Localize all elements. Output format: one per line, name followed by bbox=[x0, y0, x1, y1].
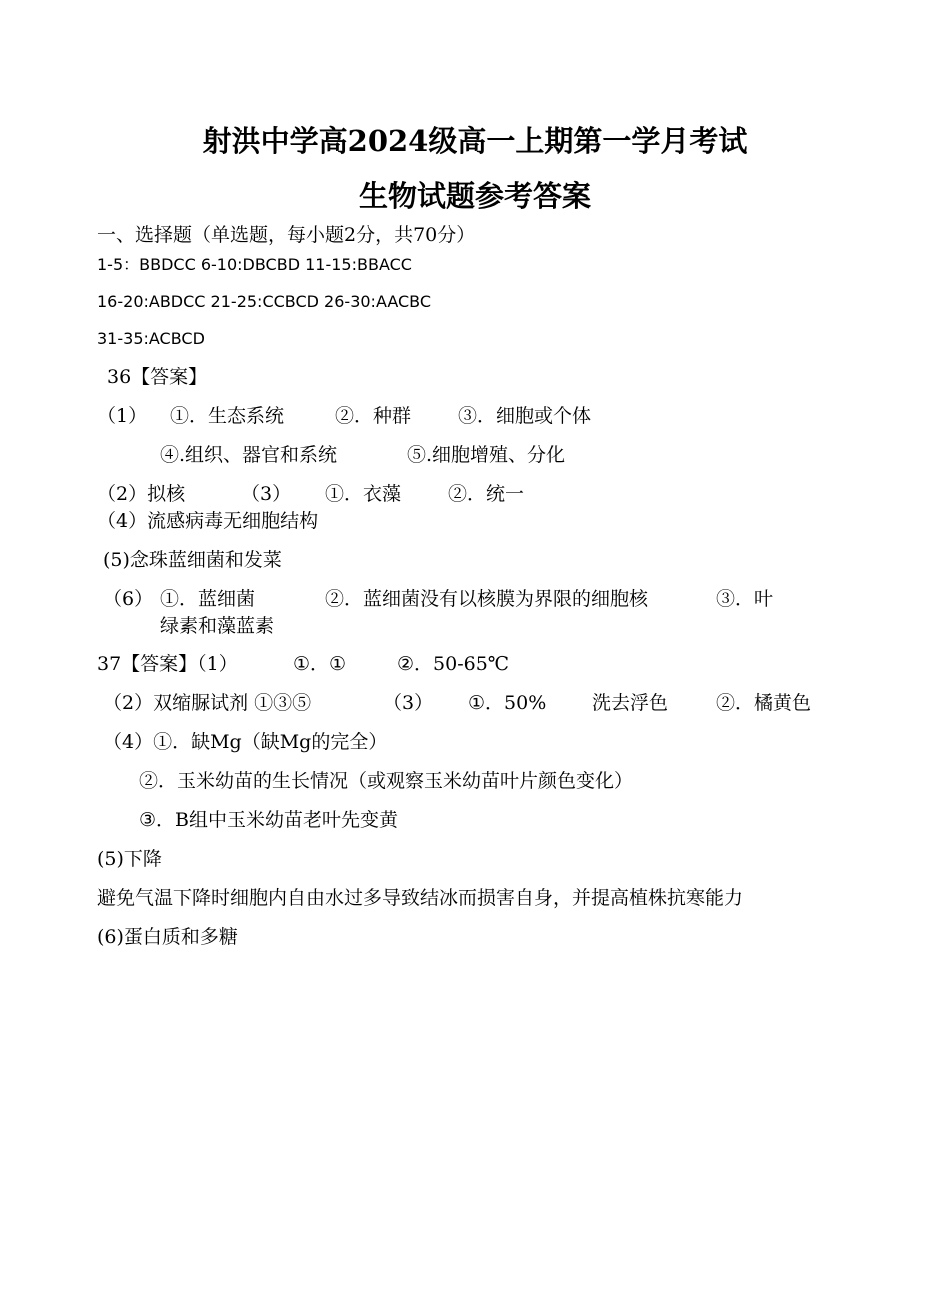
q37-part4-answer-b: ②．玉米幼苗的生长情况（或观察玉米幼苗叶片颜色变化） bbox=[139, 770, 634, 792]
mc-answers-row-2: 16-20:ABDCC 21-25:CCBCD 26-30:AACBC bbox=[97, 292, 432, 311]
q36-part6-answer-b: ②．蓝细菌没有以核膜为界限的细胞核 bbox=[325, 588, 649, 610]
q36-part1-answer-e: ⑤.细胞增殖、分化 bbox=[407, 444, 566, 466]
q36-part3-answer-a: ①．衣藻 bbox=[325, 483, 402, 505]
document-title: 射洪中学高2024级高一上期第一学月考试 bbox=[202, 124, 748, 158]
q36-part4-answer: （4）流感病毒无细胞结构 bbox=[97, 510, 319, 532]
document-subtitle: 生物试题参考答案 bbox=[358, 179, 591, 213]
q36-part2-answer: （2）拟核 bbox=[97, 483, 186, 505]
q37-part4-answer-a: （4）①．缺Mg（缺Mg的完全） bbox=[103, 731, 388, 753]
q36-part6-answer-c: ③．叶 bbox=[716, 588, 774, 610]
mc-answers-row-3: 31-35:ACBCD bbox=[97, 329, 205, 348]
q36-part1-answer-c: ③．细胞或个体 bbox=[458, 405, 592, 427]
q37-part6-answer: (6)蛋白质和多糖 bbox=[97, 926, 238, 948]
q37-part1-answer-a: ①．① bbox=[293, 653, 347, 675]
q36-part6-answer-c-continued: 绿素和藻蓝素 bbox=[160, 615, 275, 637]
q37-part2-answer: （2）双缩脲试剂 ①③⑤ bbox=[103, 692, 312, 714]
q36-heading: 36【答案】 bbox=[107, 366, 208, 388]
q36-part6-answer-a: ①．蓝细菌 bbox=[160, 588, 256, 610]
q37-part5-answer: (5)下降 bbox=[97, 848, 162, 870]
q36-part3-answer-b: ②．统一 bbox=[448, 483, 525, 505]
q37-part1-answer-b: ②．50-65℃ bbox=[397, 653, 510, 675]
q37-part3-answer-a2: 洗去浮色 bbox=[592, 692, 669, 714]
q36-part1-answer-d: ④.组织、器官和系统 bbox=[160, 444, 338, 466]
q36-part1-answer-a: ①．生态系统 bbox=[170, 405, 285, 427]
q37-part3-answer-a: ①．50% bbox=[468, 692, 547, 714]
q37-heading: 37【答案】（1） bbox=[97, 653, 238, 675]
mc-answers-row-1: 1-5：BBDCC 6-10:DBCBD 11-15:BBACC bbox=[97, 255, 412, 274]
q36-part5-answer: (5)念珠蓝细菌和发菜 bbox=[103, 549, 282, 571]
q37-part5-explanation: 避免气温下降时细胞内自由水过多导致结冰而损害自身，并提高植株抗寒能力 bbox=[97, 887, 744, 909]
q37-part4-answer-c: ③．B组中玉米幼苗老叶先变黄 bbox=[139, 809, 398, 831]
q36-part3-label: （3） bbox=[241, 483, 292, 505]
q36-part1-answer-b: ②．种群 bbox=[335, 405, 412, 427]
q37-part3-answer-b: ②．橘黄色 bbox=[716, 692, 812, 714]
q36-part6-label: （6） bbox=[103, 588, 154, 610]
q36-part1-label: （1） bbox=[97, 405, 148, 427]
section1-heading: 一、选择题（单选题，每小题2分，共70分） bbox=[97, 224, 476, 246]
q37-part3-label: （3） bbox=[383, 692, 434, 714]
